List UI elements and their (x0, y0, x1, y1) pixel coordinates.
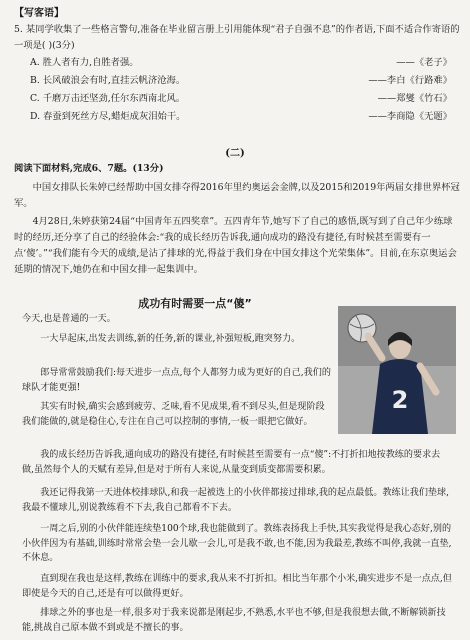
hw-paragraph-4: 其实有时候,确实会感到疲劳、乏味,看不见成果,看不到尽头,但是现阶段我们能做的,就是稳住心,专注在自己可以控制的事情,一板一眼把它做好。 (22, 402, 325, 427)
reading-instruction: 阅读下面材料,完成6、7题。(13分) (14, 163, 164, 174)
option-d: D. 春蚕到死丝方尽,蜡炬成灰泪始干。 (30, 111, 186, 122)
paragraph-1: 中国女排队长朱婷已经帮助中国女排夺得2016年里约奥运会金牌,以及2015和2019年两届女排世界杯冠军。 (14, 182, 460, 209)
option-c-source: ——郑燮《竹石》 (377, 93, 452, 104)
hw-paragraph-8: 直到现在我也是这样,教练在训练中的要求,我从来不打折扣。相比当年那个小米,确实进步不是一点点,但即使是今天的自己,还是有可以做得更好。 (22, 574, 452, 599)
hw-paragraph-5: 我的成长经历告诉我,通向成功的路没有捷径,有时候甚至需要有一点“傻”:不打折扣地按教练的要求去做,虽然每个人的天赋有差异,但是对于所有人来说,从量变到质变都需要积累。 (22, 450, 441, 475)
option-c: C. 千磨万击还坚劲,任尔东西南北风。 (30, 93, 186, 104)
hw-paragraph-3: 郎导常常鼓励我们:每天进步一点点,每个人都努力成为更好的自己,我们的球队才能更强! (22, 368, 331, 393)
part-heading: (二) (225, 148, 245, 159)
paragraph-2: 4月28日,朱婷获第24届“中国青年五四奖章”。五四青年节,她写下了自己的感悟,既写到了自己年少练球时的经历,还分享了自己的经验体会:“我的成长经历告诉我,通向成功的路没有捷径,有时候甚至需要有一点‘傻’。”“我们能有今天的成绩,是沾了排球的光,得益于我们身在中国女排这个光荣集体”。目前,在东京奥运会延期的情况下,她仍在和中国女排一起集训中。 (14, 216, 457, 275)
option-b: B. 长风破浪会有时,直挂云帆济沧海。 (30, 75, 186, 86)
question-5-stem: 5. 某同学收集了一些格言警句,准备在毕业留言册上引用能体现“君子自强不息”的作者语,下面不适合作寄语的一项是( )(3分) (14, 24, 460, 51)
jersey-number: 2 (391, 386, 409, 414)
hw-paragraph-9: 排球之外的事也是一样,很多对于我来说都是刚起步,不熟悉,水平也不够,但是我很想去做,不断解锁新技能,挑战自己原本做不到或是不擅长的事。 (22, 608, 446, 633)
player-photo (338, 306, 456, 434)
hw-paragraph-7: 一周之后,别的小伙伴能连续垫100个球,我也能做到了。教练表扬我上手快,其实我觉得是我心态好,别的小伙伴因为有基础,训练时常常会垫一会儿歇一会儿,可是我不敢,也不能,因为我最差,教练不叫停,我就一直垫,不休息。 (22, 524, 452, 563)
article-title: 成功有时需要一点“傻” (138, 297, 252, 310)
option-b-source: ——李白《行路难》 (368, 75, 452, 86)
option-a-source: ——《老子》 (396, 57, 452, 68)
section-title: 【写客语】 (14, 8, 64, 19)
option-a: A. 胜人者有力,自胜者强。 (30, 57, 139, 68)
hw-line-1: 今天,也是普通的一天。 (22, 314, 116, 324)
option-d-source: ——李商隐《无题》 (368, 111, 452, 122)
hw-paragraph-2: 一大早起床,出发去训练,新的任务,新的课业,补强短板,跑突努力。 (40, 334, 301, 344)
volleyball-player-illustration (338, 306, 456, 434)
hw-paragraph-6: 我还记得我第一天进体校排球队,和我一起被选上的小伙伴都接过排球,我的起点最低。教练让我们垫球,我最不懂球儿,别说教练看不下去,我自己都看不下去。 (22, 488, 449, 513)
